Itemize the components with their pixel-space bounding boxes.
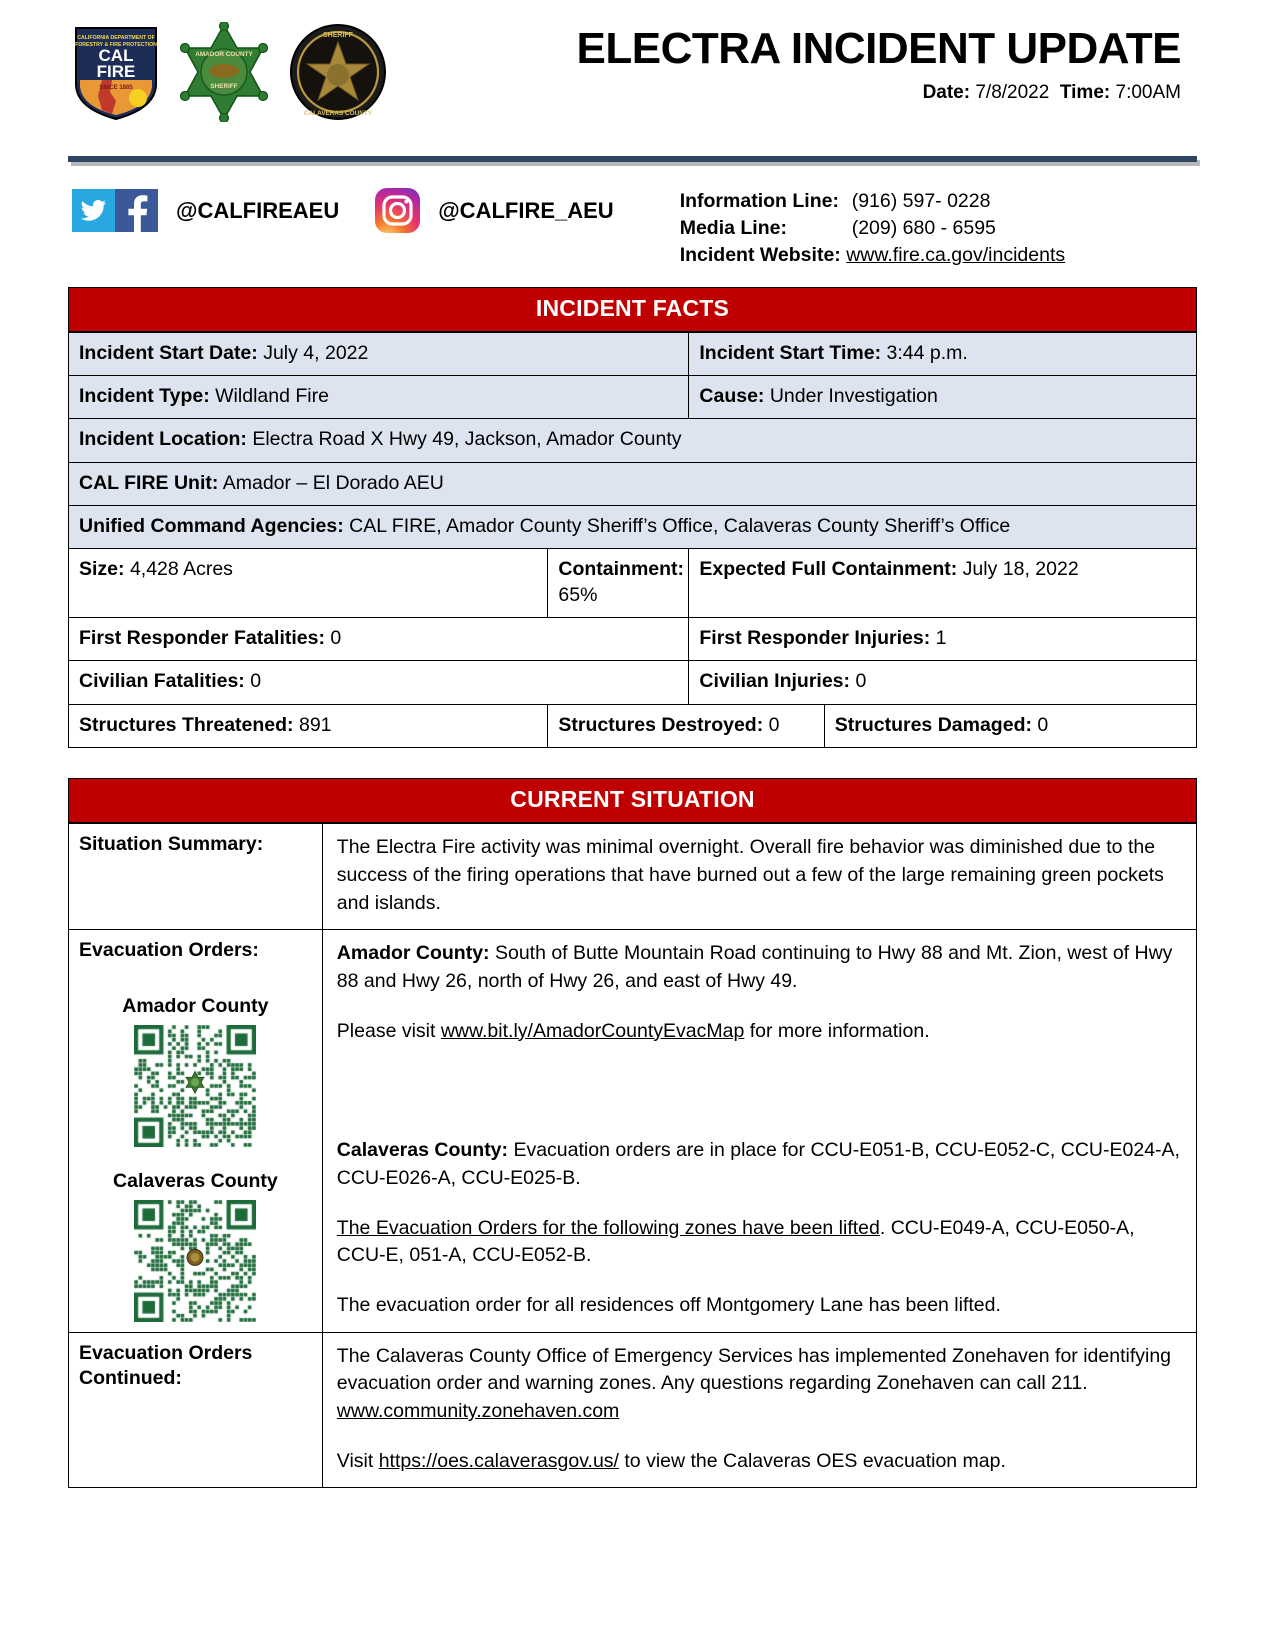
social-handles-group xyxy=(72,188,650,233)
qr-calaveras-label: Calaveras County xyxy=(113,1169,278,1192)
evacuation-orders-cell xyxy=(69,930,323,1333)
svg-text:FORESTRY & FIRE PROTECTION: FORESTRY & FIRE PROTECTION xyxy=(75,42,157,48)
structures-destroyed-value: 0 xyxy=(768,713,780,736)
oes-pre: Visit xyxy=(336,1449,379,1472)
amador-text: South of Butte Mountain Road continuing to Hwy 88 and Mt. Zion, west of Hwy 88 and Hwy 26, north of Hwy 26, and east of Hwy 49. xyxy=(336,942,1173,992)
size-value: 4,428 Acres xyxy=(129,558,233,581)
structures-destroyed-cell xyxy=(548,704,824,747)
incident-type-value: Wildland Fire xyxy=(215,385,329,408)
divider xyxy=(64,156,1201,162)
information-line-value: (916) 597- 0228 xyxy=(851,190,991,212)
table-row xyxy=(69,549,1197,618)
lifted-zones-paragraph xyxy=(337,1215,1182,1270)
situation-summary-text: The Electra Fire activity was minimal overnight. Overall fire behavior was diminished due to the success of the firing operations that have burned out a few of the large remaining green pockets and islands. xyxy=(322,824,1196,930)
evacuation-orders-label: Evacuation Orders: xyxy=(79,939,259,962)
oes-post: to view the Calaveras OES evacuation map. xyxy=(618,1449,1006,1472)
cause-value: Under Investigation xyxy=(769,385,938,408)
amador-link-paragraph xyxy=(337,1018,1182,1046)
first-responder-fatalities-value: 0 xyxy=(330,627,342,650)
incident-start-date-cell xyxy=(69,332,689,375)
calaveras-oes-link[interactable]: https://oes.calaverasgov.us/ xyxy=(378,1449,619,1472)
incident-type-cell xyxy=(69,376,689,419)
twitter-facebook-handle: @CALFIREAEU xyxy=(176,197,340,223)
structures-threatened-value: 891 xyxy=(298,713,332,736)
cause-label: Cause: xyxy=(699,385,765,408)
structures-damaged-value: 0 xyxy=(1037,713,1049,736)
document-header xyxy=(64,0,1201,150)
montgomery-lane-paragraph: The evacuation order for all residences off Montgomery Lane has been lifted. xyxy=(336,1294,1001,1317)
time-value: 7:00AM xyxy=(1115,82,1181,104)
table-row xyxy=(69,1332,1197,1488)
date-time-line xyxy=(388,82,1181,104)
calaveras-badge-icon xyxy=(186,1249,204,1274)
containment-label: Containment: xyxy=(558,558,685,581)
zonehaven-link[interactable]: www.community.zonehaven.com xyxy=(336,1400,620,1423)
spacer xyxy=(337,1045,1182,1137)
media-line-label: Media Line: xyxy=(679,216,787,239)
size-cell xyxy=(69,549,548,618)
evacuation-orders-continued-body xyxy=(322,1332,1196,1488)
svg-text:AMADOR COUNTY: AMADOR COUNTY xyxy=(195,51,253,58)
cal-fire-unit-cell xyxy=(69,462,1197,505)
civilian-injuries-label: Civilian Injuries: xyxy=(699,670,851,693)
calaveras-heading: Calaveras County: xyxy=(336,1139,509,1162)
table-row xyxy=(69,824,1197,930)
table-row xyxy=(69,618,1197,661)
cause-cell xyxy=(689,376,1197,419)
svg-text:CALAVERAS COUNTY: CALAVERAS COUNTY xyxy=(303,110,373,117)
instagram-handle: @CALFIRE_AEU xyxy=(438,197,614,223)
incident-type-label: Incident Type: xyxy=(79,385,210,408)
incident-start-date-value: July 4, 2022 xyxy=(263,341,369,364)
structures-damaged-cell xyxy=(824,704,1196,747)
containment-cell xyxy=(548,549,689,618)
unified-command-cell xyxy=(69,506,1197,549)
current-situation-heading: CURRENT SITUATION xyxy=(68,778,1197,823)
first-responder-fatalities-label: First Responder Fatalities: xyxy=(79,627,325,650)
oes-paragraph xyxy=(337,1448,1182,1476)
page-title: ELECTRA INCIDENT UPDATE xyxy=(576,24,1181,73)
incident-start-time-value: 3:44 p.m. xyxy=(886,341,968,364)
first-responder-fatalities-cell xyxy=(69,618,689,661)
incident-facts-heading: INCIDENT FACTS xyxy=(68,287,1197,332)
agency-logos xyxy=(64,14,388,122)
incident-location-label: Incident Location: xyxy=(79,428,247,451)
media-line-value: (209) 680 - 6595 xyxy=(851,216,996,239)
incident-location-cell xyxy=(69,419,1197,462)
situation-summary-label: Situation Summary: xyxy=(69,824,323,930)
zonehaven-text: The Calaveras County Office of Emergency Services has implemented Zonehaven for identifying evacuation order and warning zones. Any questions regarding Zonehaven can call 211. xyxy=(336,1344,1172,1395)
qr-code-amador[interactable] xyxy=(134,1025,256,1147)
table-row xyxy=(69,704,1197,747)
table-row xyxy=(69,419,1197,462)
expected-containment-cell xyxy=(689,549,1197,618)
amador-visit-post: for more information. xyxy=(744,1019,930,1042)
incident-website-label: Incident Website: xyxy=(679,243,841,266)
civilian-fatalities-value: 0 xyxy=(250,670,262,693)
instagram-icon[interactable] xyxy=(375,188,420,233)
table-row xyxy=(69,332,1197,375)
incident-website-link[interactable]: www.fire.ca.gov/incidents xyxy=(846,243,1066,266)
svg-text:SHERIFF: SHERIFF xyxy=(210,83,238,90)
incident-location-value: Electra Road X Hwy 49, Jackson, Amador County xyxy=(252,428,682,451)
size-label: Size: xyxy=(79,558,125,581)
structures-damaged-label: Structures Damaged: xyxy=(834,713,1032,736)
incident-start-time-cell xyxy=(689,332,1197,375)
structures-destroyed-label: Structures Destroyed: xyxy=(558,713,764,736)
first-responder-injuries-cell xyxy=(689,618,1197,661)
civilian-fatalities-cell xyxy=(69,661,689,704)
table-row xyxy=(69,376,1197,419)
first-responder-injuries-label: First Responder Injuries: xyxy=(699,627,931,650)
contact-info xyxy=(680,188,1065,269)
evacuation-orders-continued-label: Evacuation Orders Continued: xyxy=(69,1332,323,1488)
expected-containment-value: July 18, 2022 xyxy=(962,558,1079,581)
cal-fire-unit-label: CAL FIRE Unit: xyxy=(79,471,219,494)
lifted-zones-rest: . CCU-E049-A, CCU-E050-A, CCU-E, 051-A, CCU-E052-B. xyxy=(336,1216,1135,1267)
svg-text:FIRE: FIRE xyxy=(96,62,136,81)
media-line-row xyxy=(680,215,1065,242)
amador-star-icon xyxy=(183,1070,207,1101)
table-row xyxy=(69,506,1197,549)
amador-county-sheriff-logo xyxy=(174,22,274,122)
incident-start-date-label: Incident Start Date: xyxy=(79,341,258,364)
unified-command-label: Unified Command Agencies: xyxy=(79,515,344,538)
expected-containment-label: Expected Full Containment: xyxy=(699,558,958,581)
civilian-fatalities-label: Civilian Fatalities: xyxy=(79,670,245,693)
amador-paragraph xyxy=(337,940,1182,995)
amador-visit-pre: Please visit xyxy=(336,1019,441,1042)
structures-threatened-label: Structures Threatened: xyxy=(79,713,294,736)
first-responder-injuries-value: 1 xyxy=(935,627,947,650)
svg-text:SHERIFF: SHERIFF xyxy=(323,32,353,39)
incident-facts-section xyxy=(64,287,1201,748)
table-row xyxy=(69,930,1197,1333)
date-label: Date: xyxy=(922,82,971,104)
lifted-zones-underlined: The Evacuation Orders for the following zones have been lifted xyxy=(336,1216,880,1239)
qr-amador-label: Amador County xyxy=(122,994,269,1017)
evacuation-orders-body xyxy=(322,930,1196,1333)
qr-code-calaveras[interactable] xyxy=(134,1200,256,1322)
information-line-row xyxy=(680,188,1065,215)
table-row xyxy=(69,661,1197,704)
table-row xyxy=(69,462,1197,505)
twitter-icon[interactable] xyxy=(72,189,115,232)
cal-fire-logo xyxy=(72,22,160,122)
civilian-injuries-cell xyxy=(689,661,1197,704)
amador-heading: Amador County: xyxy=(336,942,490,965)
calaveras-county-sheriff-logo xyxy=(288,22,388,122)
date-value: 7/8/2022 xyxy=(975,82,1050,104)
title-block xyxy=(388,14,1201,104)
structures-threatened-cell xyxy=(69,704,548,747)
cal-fire-unit-value: Amador – El Dorado AEU xyxy=(222,471,444,494)
time-label: Time: xyxy=(1059,82,1111,104)
header-divider-rule xyxy=(68,156,1197,162)
civilian-injuries-value: 0 xyxy=(855,670,867,693)
social-contact-row xyxy=(64,188,1201,269)
zonehaven-paragraph xyxy=(337,1343,1182,1426)
current-situation-table xyxy=(68,823,1197,1488)
svg-text:CAL: CAL xyxy=(98,46,134,65)
current-situation-section xyxy=(64,778,1201,1488)
svg-text:CALIFORNIA DEPARTMENT OF: CALIFORNIA DEPARTMENT OF xyxy=(77,35,155,41)
containment-value: 65% xyxy=(558,583,598,606)
incident-start-time-label: Incident Start Time: xyxy=(699,341,882,364)
information-line-label: Information Line: xyxy=(679,190,839,212)
incident-website-row xyxy=(680,242,1065,269)
unified-command-value: CAL FIRE, Amador County Sheriff’s Office, Calaveras County Sheriff’s Office xyxy=(349,515,1011,538)
calaveras-paragraph xyxy=(337,1137,1182,1192)
incident-facts-table xyxy=(68,332,1197,748)
facebook-icon[interactable] xyxy=(115,189,158,232)
calaveras-text: Evacuation orders are in place for CCU-E051-B, CCU-E052-C, CCU-E024-A, CCU-E026-A, CCU-E025-B. xyxy=(336,1139,1180,1189)
svg-text:SINCE 1885: SINCE 1885 xyxy=(99,85,133,91)
amador-evac-map-link[interactable]: www.bit.ly/AmadorCountyEvacMap xyxy=(440,1019,745,1042)
